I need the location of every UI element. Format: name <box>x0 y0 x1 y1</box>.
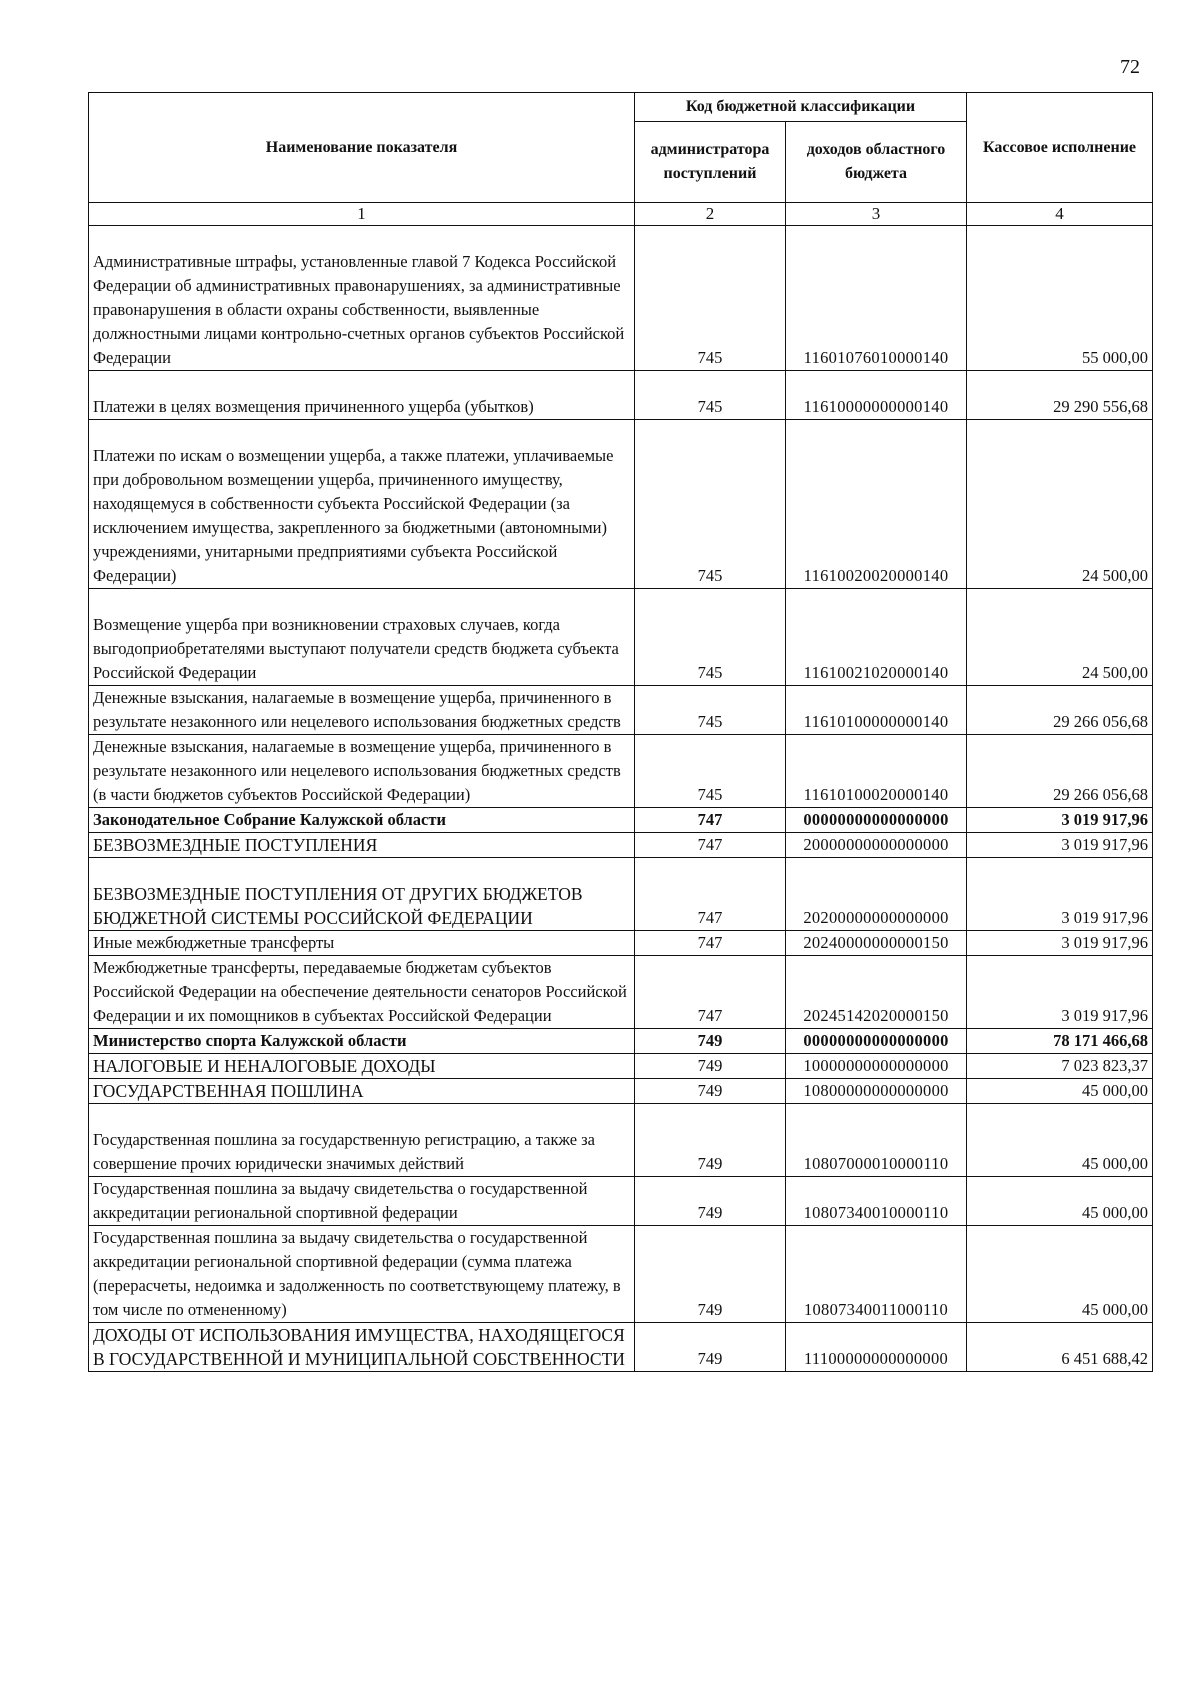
row-income-code <box>786 808 967 833</box>
row-income-code-text: 10000000000000000 <box>803 1056 949 1075</box>
row-income-code-text: 20200000000000000 <box>803 908 949 927</box>
table-row <box>89 589 1153 686</box>
row-income-code-text: 10807340011000110 <box>803 1300 949 1319</box>
row-indicator-name <box>89 956 635 1029</box>
page-number: 72 <box>1120 56 1140 78</box>
row-income-code <box>786 589 967 686</box>
row-income-code-text: 20000000000000000 <box>803 835 949 854</box>
row-indicator-name-text: Государственная пошлина за выдачу свидетельства о государственной аккредитации региональной спортивной федерации (сумма платежа (перерасчеты, недоимка и задолженность по соответствующему платежу, в том числе по отмененному) <box>93 1228 621 1319</box>
row-leading-space <box>971 882 1148 906</box>
row-admin-code <box>635 858 786 931</box>
row-admin-code <box>635 226 786 371</box>
row-cash-execution <box>967 589 1153 686</box>
header-col-number-1: 1 <box>89 203 635 226</box>
row-leading-space <box>971 322 1148 346</box>
row-indicator-name-text: БЕЗВОЗМЕЗДНЫЕ ПОСТУПЛЕНИЯ ОТ ДРУГИХ БЮДЖЕТОВ БЮДЖЕТНОЙ СИСТЕМЫ РОССИЙСКОЙ ФЕДЕРАЦИИ <box>93 884 583 928</box>
row-income-code <box>786 226 967 371</box>
row-admin-code <box>635 808 786 833</box>
row-income-code-text: 00000000000000000 <box>803 1031 949 1050</box>
row-indicator-name <box>89 858 635 931</box>
row-admin-code-text: 747 <box>697 908 723 927</box>
row-leading-space <box>639 540 781 564</box>
row-indicator-name-text: Денежные взыскания, налагаемые в возмещение ущерба, причиненного в результате незаконного или нецелевого использования бюджетных средств (в части бюджетов субъектов Российской Федерации) <box>93 737 621 804</box>
row-admin-code <box>635 956 786 1029</box>
row-indicator-name <box>89 931 635 956</box>
row-income-code-text: 11610100020000140 <box>803 785 949 804</box>
header-col-number-4: 4 <box>967 203 1153 226</box>
table-row <box>89 858 1153 931</box>
row-indicator-name-text: ГОСУДАРСТВЕННАЯ ПОШЛИНА <box>93 1081 364 1101</box>
row-income-code-text: 11610021020000140 <box>803 663 949 682</box>
row-admin-code <box>635 589 786 686</box>
row-leading-space <box>790 371 962 395</box>
row-admin-code <box>635 1177 786 1226</box>
row-admin-code-text: 747 <box>697 1006 723 1025</box>
row-cash-execution-text: 3 019 917,96 <box>1061 908 1149 927</box>
row-cash-execution-text: 24 500,00 <box>1082 663 1149 682</box>
row-admin-code-text: 749 <box>697 1300 723 1319</box>
header-col-number-2: 2 <box>635 203 786 226</box>
row-income-code <box>786 1104 967 1177</box>
row-income-code <box>786 833 967 858</box>
row-admin-code-text: 745 <box>697 785 723 804</box>
row-admin-code <box>635 735 786 808</box>
row-indicator-name <box>89 1177 635 1226</box>
row-cash-execution <box>967 931 1153 956</box>
header-col-number-3: 3 <box>786 203 967 226</box>
row-indicator-name-text: Государственная пошлина за государственную регистрацию, а также за совершение прочих юридически значимых действий <box>93 1130 595 1173</box>
table-row <box>89 1054 1153 1079</box>
row-indicator-name-text: Платежи в целях возмещения причиненного ущерба (убытков) <box>93 397 534 416</box>
row-indicator-name-text: БЕЗВОЗМЕЗДНЫЕ ПОСТУПЛЕНИЯ <box>93 835 378 855</box>
table-row <box>89 833 1153 858</box>
header-classification-code: Код бюджетной классификации <box>635 93 967 122</box>
row-cash-execution <box>967 1226 1153 1323</box>
row-cash-execution-text: 55 000,00 <box>1082 348 1149 367</box>
row-income-code <box>786 858 967 931</box>
row-admin-code-text: 749 <box>697 1081 723 1100</box>
row-indicator-name <box>89 371 635 420</box>
row-indicator-name <box>89 420 635 589</box>
row-leading-space <box>790 322 962 346</box>
row-indicator-name-text: Межбюджетные трансферты, передаваемые бюджетам субъектов Российской Федерации на обеспечение деятельности сенаторов Российской Федерации и их помощников в субъектах Российской Федерации <box>93 958 627 1025</box>
row-cash-execution <box>967 1054 1153 1079</box>
header-admin-code: администратора поступлений <box>635 122 786 203</box>
table-row <box>89 735 1153 808</box>
row-leading-space <box>971 1128 1148 1152</box>
row-income-code <box>786 735 967 808</box>
row-cash-execution-text: 45 000,00 <box>1082 1081 1149 1100</box>
header-indicator-name: Наименование показателя <box>89 93 635 203</box>
row-cash-execution-text: 24 500,00 <box>1082 566 1149 585</box>
row-income-code-text: 10807340010000110 <box>803 1203 949 1222</box>
row-income-code <box>786 1323 967 1372</box>
row-cash-execution-text: 45 000,00 <box>1082 1154 1149 1173</box>
row-leading-space <box>971 540 1148 564</box>
row-cash-execution-text: 3 019 917,96 <box>1061 835 1149 854</box>
row-cash-execution <box>967 735 1153 808</box>
row-cash-execution <box>967 1104 1153 1177</box>
budget-execution-table <box>88 92 1153 1372</box>
row-income-code <box>786 371 967 420</box>
row-income-code-text: 00000000000000000 <box>803 810 949 829</box>
row-indicator-name-text: Платежи по искам о возмещении ущерба, а также платежи, уплачиваемые при добровольном возмещении ущерба, причиненного имуществу, находящемуся в собственности субъекта Российской Федерации (за исключением имущества, закрепленного за бюджетными (автономными) учреждениями, унитарными предприятиями субъекта Российской Федерации) <box>93 446 614 585</box>
row-income-code <box>786 1054 967 1079</box>
row-indicator-name-text: ДОХОДЫ ОТ ИСПОЛЬЗОВАНИЯ ИМУЩЕСТВА, НАХОДЯЩЕГОСЯ В ГОСУДАРСТВЕННОЙ И МУНИЦИПАЛЬНОЙ СОБСТВЕННОСТИ <box>93 1325 625 1369</box>
row-cash-execution <box>967 956 1153 1029</box>
row-indicator-name <box>89 1104 635 1177</box>
row-leading-space <box>790 1128 962 1152</box>
row-income-code <box>786 686 967 735</box>
table-row <box>89 371 1153 420</box>
row-income-code-text: 11610000000000140 <box>803 397 949 416</box>
row-indicator-name-text: Денежные взыскания, налагаемые в возмещение ущерба, причиненного в результате незаконного или нецелевого использования бюджетных средств <box>93 688 621 731</box>
row-admin-code-text: 749 <box>697 1056 723 1075</box>
row-income-code-text: 10800000000000000 <box>803 1081 949 1100</box>
row-admin-code <box>635 1104 786 1177</box>
row-admin-code-text: 747 <box>697 835 723 854</box>
row-cash-execution <box>967 1177 1153 1226</box>
row-income-code-text: 11610100000000140 <box>803 712 949 731</box>
row-admin-code <box>635 1029 786 1054</box>
row-cash-execution-text: 45 000,00 <box>1082 1300 1149 1319</box>
row-indicator-name-text: Государственная пошлина за выдачу свидетельства о государственной аккредитации региональной спортивной федерации <box>93 1179 588 1222</box>
row-admin-code-text: 745 <box>697 397 723 416</box>
row-admin-code <box>635 686 786 735</box>
row-cash-execution <box>967 808 1153 833</box>
table-row <box>89 1104 1153 1177</box>
row-admin-code-text: 749 <box>697 1154 723 1173</box>
row-cash-execution <box>967 686 1153 735</box>
row-income-code <box>786 956 967 1029</box>
row-income-code <box>786 1226 967 1323</box>
row-admin-code-text: 745 <box>697 348 723 367</box>
row-indicator-name <box>89 686 635 735</box>
row-cash-execution <box>967 226 1153 371</box>
row-leading-space <box>93 589 630 613</box>
row-admin-code-text: 745 <box>697 712 723 731</box>
row-admin-code <box>635 833 786 858</box>
row-admin-code <box>635 371 786 420</box>
row-leading-space <box>790 540 962 564</box>
row-leading-space <box>639 371 781 395</box>
row-leading-space <box>93 858 630 882</box>
row-admin-code <box>635 1054 786 1079</box>
table-row <box>89 1079 1153 1104</box>
row-income-code-text: 11100000000000000 <box>803 1349 949 1368</box>
header-income-code: доходов областного бюджета <box>786 122 967 203</box>
table-row <box>89 931 1153 956</box>
row-income-code-text: 20240000000000150 <box>803 933 949 952</box>
row-income-code-text: 20245142020000150 <box>803 1006 949 1025</box>
row-admin-code <box>635 1226 786 1323</box>
row-indicator-name <box>89 1323 635 1372</box>
row-admin-code <box>635 931 786 956</box>
row-cash-execution-text: 6 451 688,42 <box>1061 1349 1149 1368</box>
row-admin-code <box>635 1323 786 1372</box>
table-body <box>89 226 1153 1372</box>
table-row <box>89 1177 1153 1226</box>
row-indicator-name <box>89 1054 635 1079</box>
table-row <box>89 686 1153 735</box>
row-cash-execution-text: 29 266 056,68 <box>1053 712 1149 731</box>
row-cash-execution-text: 3 019 917,96 <box>1061 1006 1149 1025</box>
row-leading-space <box>639 1128 781 1152</box>
row-income-code-text: 11610020020000140 <box>803 566 949 585</box>
row-leading-space <box>971 637 1148 661</box>
row-leading-space <box>93 1104 630 1128</box>
header-cash-execution: Кассовое исполнение <box>967 93 1153 203</box>
row-admin-code <box>635 420 786 589</box>
row-cash-execution-text: 3 019 917,96 <box>1061 810 1149 829</box>
row-leading-space <box>93 371 630 395</box>
table-row <box>89 1323 1153 1372</box>
row-income-code <box>786 420 967 589</box>
row-cash-execution <box>967 1029 1153 1054</box>
row-income-code <box>786 1177 967 1226</box>
row-income-code-text: 11601076010000140 <box>803 348 949 367</box>
row-indicator-name-text: Законодательное Собрание Калужской области <box>93 810 446 829</box>
row-admin-code-text: 747 <box>697 810 723 829</box>
row-admin-code-text: 745 <box>697 663 723 682</box>
row-indicator-name <box>89 1226 635 1323</box>
row-indicator-name <box>89 1079 635 1104</box>
table-row <box>89 1226 1153 1323</box>
row-cash-execution <box>967 833 1153 858</box>
row-admin-code-text: 749 <box>697 1203 723 1222</box>
row-cash-execution-text: 29 290 556,68 <box>1053 397 1149 416</box>
row-income-code <box>786 931 967 956</box>
row-leading-space <box>93 226 630 250</box>
row-admin-code-text: 749 <box>697 1031 723 1050</box>
row-indicator-name-text: Административные штрафы, установленные главой 7 Кодекса Российской Федерации об административных правонарушениях, за административные правонарушения в области охраны собственности, выявленные должностными лицами контрольно-счетных органов субъектов Российской Федерации <box>93 252 625 367</box>
row-leading-space <box>93 420 630 444</box>
row-cash-execution-text: 29 266 056,68 <box>1053 785 1149 804</box>
row-cash-execution <box>967 420 1153 589</box>
row-leading-space <box>639 882 781 906</box>
row-indicator-name <box>89 833 635 858</box>
row-leading-space <box>790 637 962 661</box>
row-cash-execution-text: 7 023 823,37 <box>1061 1056 1149 1075</box>
row-leading-space <box>790 882 962 906</box>
row-cash-execution <box>967 371 1153 420</box>
table-row <box>89 808 1153 833</box>
table-row <box>89 226 1153 371</box>
table-row <box>89 420 1153 589</box>
row-cash-execution <box>967 1079 1153 1104</box>
row-indicator-name-text: Министерство спорта Калужской области <box>93 1031 407 1050</box>
row-leading-space <box>639 322 781 346</box>
row-admin-code <box>635 1079 786 1104</box>
row-indicator-name <box>89 808 635 833</box>
row-leading-space <box>971 371 1148 395</box>
row-indicator-name <box>89 589 635 686</box>
row-indicator-name-text: НАЛОГОВЫЕ И НЕНАЛОГОВЫЕ ДОХОДЫ <box>93 1056 436 1076</box>
row-income-code <box>786 1079 967 1104</box>
table-row <box>89 956 1153 1029</box>
row-cash-execution-text: 3 019 917,96 <box>1061 933 1149 952</box>
row-admin-code-text: 745 <box>697 566 723 585</box>
row-income-code-text: 10807000010000110 <box>803 1154 949 1173</box>
row-indicator-name-text: Иные межбюджетные трансферты <box>93 933 335 952</box>
row-cash-execution <box>967 858 1153 931</box>
table-row <box>89 1029 1153 1054</box>
row-indicator-name <box>89 1029 635 1054</box>
row-cash-execution-text: 78 171 466,68 <box>1053 1031 1149 1050</box>
row-cash-execution <box>967 1323 1153 1372</box>
row-indicator-name-text: Возмещение ущерба при возникновении страховых случаев, когда выгодоприобретателями выступают получатели средств бюджета субъекта Российской Федерации <box>93 615 619 682</box>
row-income-code <box>786 1029 967 1054</box>
row-leading-space <box>639 637 781 661</box>
row-indicator-name <box>89 735 635 808</box>
row-admin-code-text: 749 <box>697 1349 723 1368</box>
row-indicator-name <box>89 226 635 371</box>
row-admin-code-text: 747 <box>697 933 723 952</box>
row-cash-execution-text: 45 000,00 <box>1082 1203 1149 1222</box>
